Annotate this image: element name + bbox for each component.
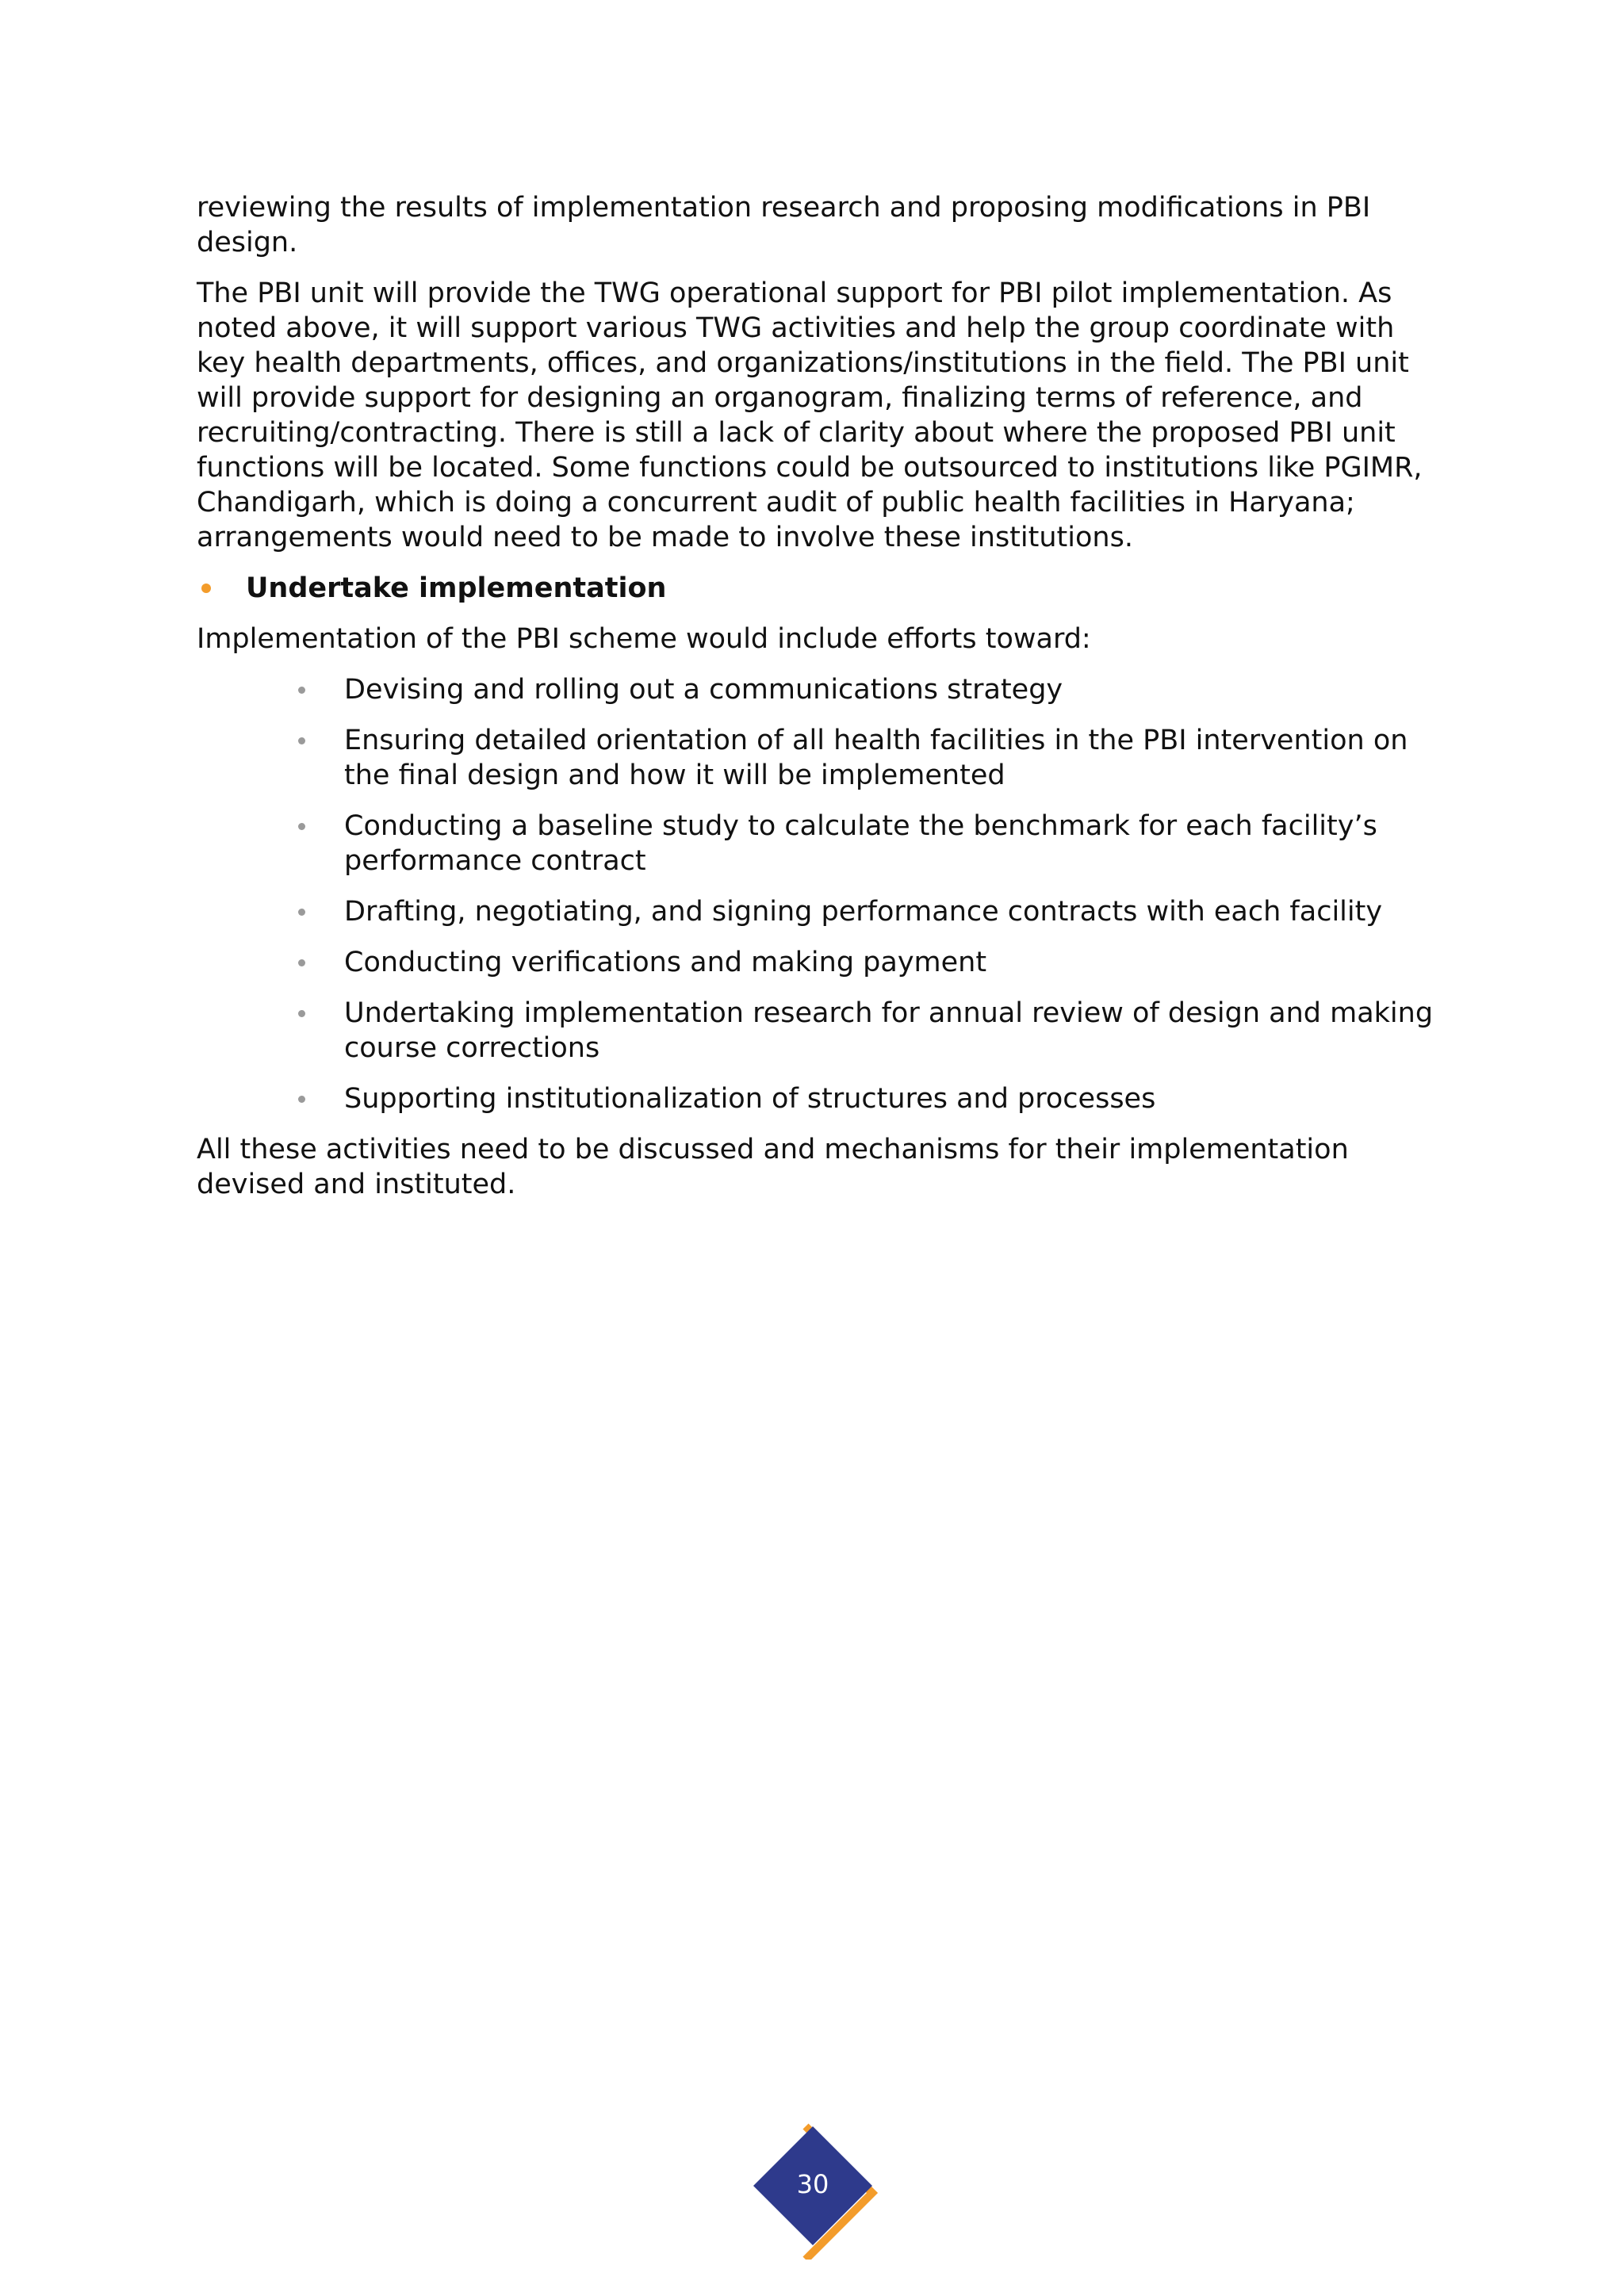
section-intro: Implementation of the PBI scheme would include efforts toward:: [197, 623, 1091, 655]
bullet-icon: [298, 737, 305, 744]
section-heading: Undertake implementation: [246, 572, 667, 604]
list-item-text: Conducting verifications and making payment: [344, 947, 987, 978]
list-item: [197, 996, 1442, 1066]
bullet-icon: [298, 959, 305, 966]
list-item: [197, 894, 1442, 929]
list-item-text: Supporting institutionalization of structures and processes: [344, 1083, 1156, 1115]
pbi-unit-paragraph: The PBI unit will provide the TWG operational support for PBI pilot implementation. As noted above, it will support various TWG activities and help the group coordinate with key health departments, offices, and organizations/institutions in the field. The PBI unit will provide support for designing an organogram, finalizing terms of reference, and recruiting/contracting. There is still a lack of clarity about where the proposed PBI unit functions will be located. Some functions could be outsourced to institutions like PGIMR, Chandigarh, which is doing a concurrent audit of public health facilities in Haryana; arrangements would need to be made to involve these institutions.: [197, 277, 1423, 553]
list-item-text: Devising and rolling out a communications strategy: [344, 674, 1063, 706]
bullet-icon: [298, 1010, 305, 1017]
bullet-icon: [298, 909, 305, 916]
section-heading-bullet: [197, 571, 1442, 606]
implementation-list: [197, 672, 1442, 1116]
list-item-text: Conducting a baseline study to calculate the benchmark for each facility’s performance contract: [344, 810, 1377, 877]
bullet-icon: [201, 584, 211, 593]
list-item: [197, 1081, 1442, 1116]
bullet-icon: [298, 823, 305, 830]
document-body: [197, 190, 1442, 1202]
bullet-icon: [298, 687, 305, 694]
page-number-badge: [753, 2117, 896, 2260]
closing-paragraph: All these activities need to be discussed and mechanisms for their implementation devised and instituted.: [197, 1134, 1349, 1200]
list-item-text: Ensuring detailed orientation of all health facilities in the PBI intervention on the final design and how it will be implemented: [344, 725, 1408, 791]
list-item-text: Undertaking implementation research for annual review of design and making course corrections: [344, 997, 1434, 1064]
continuation-paragraph: reviewing the results of implementation research and proposing modifications in PBI design.: [197, 192, 1371, 258]
list-item-text: Drafting, negotiating, and signing performance contracts with each facility: [344, 896, 1383, 928]
page-number: 30: [796, 2169, 829, 2199]
list-item: [197, 809, 1442, 878]
list-item: [197, 945, 1442, 980]
list-item: [197, 672, 1442, 707]
list-item: [197, 723, 1442, 793]
bullet-icon: [298, 1096, 305, 1103]
